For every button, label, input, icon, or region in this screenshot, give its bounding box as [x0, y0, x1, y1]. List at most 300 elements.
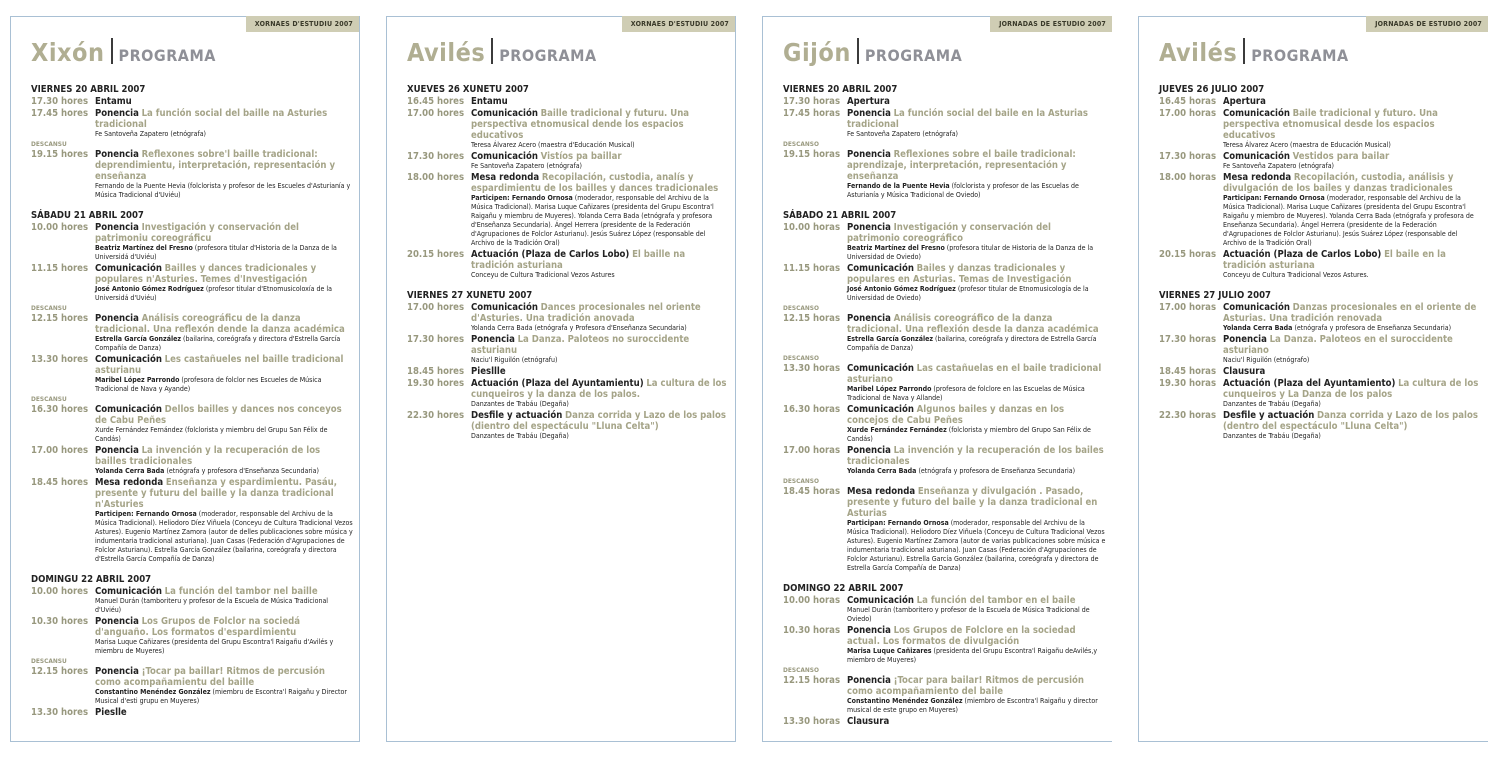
program-item	[31, 108, 353, 139]
break-label: DESCANSO	[783, 477, 819, 485]
program-item	[407, 366, 729, 377]
speaker-info: (profesora titular d'Historia de la Danza de la Universidá d'Uviéu)	[95, 244, 337, 261]
item-time: 17.00 hores	[407, 302, 465, 313]
item-type: Ponencia	[95, 616, 139, 627]
item-title: Enseñanza y espardimientu. Pasáu, presente y futuru del baille y la danza tradicional n'Asturies	[95, 477, 337, 510]
item-detail	[95, 376, 353, 394]
item-type: Apertura	[847, 96, 890, 107]
item-detail	[471, 271, 729, 280]
item-type: Apertura	[1223, 96, 1266, 107]
program-item	[783, 486, 1106, 573]
item-detail	[95, 285, 353, 303]
item-time: 17.45 hores	[31, 108, 89, 119]
item-detail	[1223, 400, 1482, 409]
program-item	[407, 302, 729, 333]
item-detail	[847, 647, 1106, 665]
item-title: ¡Tocar para bailar! Ritmos de percusión como acompañamiento del baile	[847, 675, 1084, 697]
speaker-name: José Antonio Gómez Rodríguez	[847, 285, 956, 293]
item-type: Comunicación	[1223, 108, 1290, 119]
item-title: Vistíos pa baillar	[540, 151, 622, 162]
speaker-info: (profesor titular d'Etnomusicoloxía de la Universidá d'Uviéu)	[95, 285, 332, 302]
item-type: Comunicación	[471, 151, 538, 162]
day-heading: SÁBADO 21 ABRIL 2007	[783, 210, 897, 221]
item-type: Mesa redonda	[471, 172, 540, 183]
item-detail	[847, 130, 1106, 139]
item-title: Recopilación, custodia, analís y espardimientu de los bailles y dances tradicionales	[471, 172, 719, 194]
day-heading: XUEVES 26 XUNETU 2007	[407, 84, 529, 95]
program-item	[783, 675, 1106, 715]
program-item	[407, 108, 729, 150]
speaker-info: Yolanda Cerra Bada (etnógrafa y Profesora d'Enseñanza Secundaria)	[471, 324, 687, 332]
item-time: 19.30 horas	[1159, 378, 1217, 389]
day-heading: SÁBADU 21 ABRIL 2007	[31, 210, 144, 221]
program-item	[1159, 151, 1482, 171]
item-detail	[1223, 432, 1482, 441]
item-time: 19.15 hores	[31, 149, 89, 160]
item-time: 18.45 hores	[31, 477, 89, 488]
break-label: DESCANSO	[783, 354, 819, 362]
panel-xixon	[10, 16, 360, 742]
break-label: DESCANSO	[783, 140, 819, 148]
item-type: Ponencia	[847, 313, 891, 324]
program-item	[783, 363, 1106, 403]
speaker-info: Fe Santoveña Zapatero (etnógrafa)	[95, 130, 207, 138]
item-detail	[847, 426, 1106, 444]
speaker-name: Beatriz Martínez del Fresno	[847, 244, 945, 252]
program-item	[31, 263, 353, 303]
break-label: DESCANSU	[31, 657, 67, 665]
item-time: 18.45 horas	[1159, 366, 1217, 377]
item-time: 16.45 hores	[407, 96, 465, 107]
item-detail	[471, 324, 729, 333]
program-item	[1159, 249, 1482, 280]
program-item	[407, 334, 729, 365]
item-type: Ponencia	[847, 222, 891, 233]
day-heading: DOMINGO 22 ABRIL 2007	[783, 583, 904, 594]
item-detail	[1223, 271, 1482, 280]
item-detail	[847, 519, 1106, 573]
item-type: Ponencia	[847, 675, 891, 686]
item-title: El baile en la tradición asturiana	[1223, 249, 1446, 271]
item-title: Bailles y dances tradicionales y populares n'Asturies. Temes d'Investigación	[95, 263, 317, 285]
speaker-name: Participen: Fernando Ornosa	[95, 510, 197, 518]
speaker-info: (profesora de folclor nes Escueles de Música Tradicional de Nava y Ayande)	[95, 376, 322, 393]
edition-tag: JORNADAS DE ESTUDIO 2007	[1366, 16, 1488, 32]
speaker-info: Teresa Álvarez Acero (maestra de Educación Musical)	[1223, 141, 1391, 149]
item-detail	[1223, 194, 1482, 248]
item-time: 17.45 horas	[783, 108, 841, 119]
speaker-name: Fernando de la Puente Hevia	[847, 182, 950, 190]
item-title: Algunos bailes y danzas en los concejos de Cabu Peñes	[847, 404, 1065, 426]
item-time: 11.15 hores	[31, 263, 89, 274]
item-detail	[95, 597, 353, 615]
program-item	[31, 586, 353, 615]
speaker-name: Maribel López Parrondo	[847, 385, 932, 393]
panel-aviles-ast	[386, 16, 736, 742]
program-item	[31, 666, 353, 706]
item-time: 10.00 hores	[31, 222, 89, 233]
program-item	[1159, 108, 1482, 150]
item-time: 17.00 hores	[31, 445, 89, 456]
speaker-name: Participan: Fernando Ornosa	[847, 519, 949, 527]
item-type: Clausura	[847, 716, 890, 727]
item-time: 10.00 horas	[783, 222, 841, 233]
city-title: Avilés	[1159, 38, 1238, 67]
item-title: Recopilación, custodia, análisis y divulgación de los bailes y danzas tradicionales	[1223, 172, 1454, 194]
program-item	[783, 716, 1106, 727]
program-item	[31, 354, 353, 394]
panel-aviles-es	[1138, 16, 1488, 742]
speaker-info: (etnógrafa y profesora de Enseñanza Secundaria)	[918, 467, 1076, 475]
item-title: La invención y la recuperación de los bailles tradicionales	[95, 445, 321, 467]
edition-tag: XORNAES D'ESTUDIU 2007	[622, 16, 735, 32]
item-time: 22.30 hores	[407, 410, 465, 421]
program-item	[783, 445, 1106, 476]
title-separator	[1243, 38, 1245, 64]
program-item	[1159, 378, 1482, 409]
item-title: Dellos bailles y dances nos conceyos de Cabu Peñes	[95, 404, 342, 426]
item-title: Danza corrida y Lazo de los palos (dentro del espectáculo "Lluna Celta")	[1223, 410, 1478, 432]
item-type: Comunicación	[95, 354, 162, 365]
item-detail	[847, 606, 1106, 624]
item-type: Pieslle	[95, 707, 127, 718]
item-type: Comunicación	[95, 404, 162, 415]
speaker-info: (etnógrafa y profesora d'Enseñanza Secundaria)	[166, 467, 319, 475]
program-item	[783, 108, 1106, 139]
item-time: 17.30 hores	[407, 151, 465, 162]
item-type: Ponencia	[95, 222, 139, 233]
speaker-info: Danzantes de Trabáu (Degaña)	[471, 432, 569, 440]
break-label: DESCANSU	[31, 304, 67, 312]
item-time: 17.30 hores	[407, 334, 465, 345]
item-type: Ponencia	[847, 108, 891, 119]
item-detail	[1223, 141, 1482, 150]
item-time: 17.30 horas	[783, 96, 841, 107]
item-detail	[95, 244, 353, 262]
item-title: Los Grupos de Folclore en la sociedad actual. Los formatos de divulgación	[847, 625, 1076, 647]
item-time: 10.30 hores	[31, 616, 89, 627]
day-heading: JUEVES 26 JULIO 2007	[1159, 84, 1265, 95]
program-item	[31, 404, 353, 444]
item-type: Actuación (Plaza del Ayuntamiento)	[1223, 378, 1396, 389]
speaker-info: Fe Santoveña Zapatero (etnógrafa)	[471, 162, 583, 170]
speaker-name: Xurde Fernández Fernández	[847, 426, 947, 434]
item-type: Comunicación	[95, 263, 162, 274]
item-title: La función del tambor en el baile	[916, 595, 1076, 606]
speaker-name: Yolanda Cerra Bada	[847, 467, 917, 475]
item-detail	[95, 467, 353, 476]
item-type: Comunicación	[847, 363, 914, 374]
item-time: 11.15 horas	[783, 263, 841, 274]
program-item	[407, 151, 729, 171]
item-title: Baille tradicional y futuru. Una perspectiva etnomusical dende los espacios educativos	[471, 108, 690, 141]
schedule	[407, 84, 729, 441]
item-type: Ponencia	[847, 625, 891, 636]
item-time: 17.30 horas	[1159, 151, 1217, 162]
break-label: DESCANSO	[783, 304, 819, 312]
item-type: Ponencia	[95, 108, 139, 119]
city-title: Xixón	[31, 38, 105, 67]
program-item	[407, 410, 729, 441]
item-detail	[471, 141, 729, 150]
item-detail	[95, 182, 353, 200]
program-item	[783, 96, 1106, 107]
panel-header	[1159, 38, 1349, 67]
item-type: Desfile y actuación	[471, 410, 563, 421]
program-label: PROGRAMA	[864, 46, 963, 65]
program-item	[31, 313, 353, 353]
speaker-name: Beatriz Martínez del Fresno	[95, 244, 193, 252]
program-item	[783, 149, 1106, 200]
program-item	[783, 625, 1106, 665]
item-time: 22.30 horas	[1159, 410, 1217, 421]
item-time: 18.45 horas	[783, 486, 841, 497]
speaker-info: (folclorista y miembro del Grupo San Félix de Candás)	[847, 426, 1091, 443]
program-item	[31, 222, 353, 262]
speaker-info: Manuel Durán (tamboritero y profesor de la Escuela de Música Tradicional de Oviedo)	[847, 606, 1090, 623]
item-type: Ponencia	[471, 334, 515, 345]
item-type: Actuación (Plaza de Carlos Lobo)	[471, 249, 630, 260]
item-type: Desfile y actuación	[1223, 410, 1315, 421]
item-title: Investigación y conservación del patrimonio coreográfico	[847, 222, 1051, 244]
item-title: Les castañueles nel baille tradicional asturianu	[95, 354, 344, 376]
item-title: Análisis coreográfico de la danza tradicional. Una reflexión desde la danza académica	[847, 313, 1099, 335]
item-detail	[95, 335, 353, 353]
item-title: Los Grupos de Folclor na sociedá d'anguaño. Los formatos d'espardimientu	[95, 616, 301, 638]
speaker-info: (folclorista y profesor de las Escuelas de Asturianía y Música Tradicional de Oviedo)	[847, 182, 1079, 199]
item-detail	[847, 467, 1106, 476]
item-type: Comunicación	[847, 263, 914, 274]
item-title: Enseñanza y divulgación . Pasado, presente y futuro del baile y la danza tradicional en Asturias	[847, 486, 1098, 519]
speaker-info: (moderador, responsable del Archivu de la Música Tradicional). Marisa Luque Cañizares (presidenta del Grupu Escontra'l Raigañu y miembru de Muyeres). Yolanda Cerra Bada (etnógrafa y profesora d'Enseñanza Secundaria). Ángel Herrera (presidente de la Federación d'Agrupaciones de Folclor Asturianu). Jesús Suárez López (responsable del Archivo de la Tradición Oral)	[471, 194, 714, 247]
speaker-name: Yolanda Cerra Bada	[1223, 324, 1293, 332]
day-heading: VIERNES 27 JULIO 2007	[1159, 290, 1271, 301]
speaker-name: Maribel López Parrondo	[95, 376, 180, 384]
speaker-info: Naciu'l Riguilón (etnógrafu)	[471, 356, 558, 364]
item-time: 16.45 horas	[1159, 96, 1217, 107]
item-title: Reflexiones sobre el baile tradicional: aprendizaje, interpretación, representación y enseñanza	[847, 149, 1076, 182]
program-label: PROGRAMA	[1251, 46, 1349, 65]
item-title: Reflexones sobre'l baille tradicional: deprendimientu, interpretación, representación y enseñanza	[95, 149, 336, 182]
speaker-name: Marisa Luque Cañizares	[847, 647, 932, 655]
program-item	[1159, 410, 1482, 441]
item-time: 17.00 horas	[1159, 302, 1217, 313]
speaker-name: Constantino Menéndez González	[847, 697, 963, 705]
item-type: Actuación (Plaza de Carlos Lobo)	[1223, 249, 1382, 260]
program-item	[31, 149, 353, 200]
program-item	[783, 595, 1106, 624]
item-time: 18.45 hores	[407, 366, 465, 377]
item-time: 13.30 horas	[783, 363, 841, 374]
item-detail	[847, 385, 1106, 403]
break-label: DESCANSU	[31, 140, 67, 148]
item-title: Análisis coreográficu de la danza tradicional. Una reflexón dende la danza académica	[95, 313, 345, 335]
title-separator	[491, 38, 493, 64]
item-detail	[847, 335, 1106, 353]
speaker-name: Participen: Fernando Ornosa	[471, 194, 573, 202]
program-item	[407, 96, 729, 107]
program-item	[783, 313, 1106, 353]
schedule	[1159, 84, 1482, 441]
speaker-name: Yolanda Cerra Bada	[95, 467, 165, 475]
item-time: 10.00 hores	[31, 586, 89, 597]
speaker-info: (profesora de folclore en las Escuelas de Música Tradicional de Nava y Allande)	[847, 385, 1085, 402]
speaker-info: Teresa Álvarez Acero (maestra d'Educación Musical)	[471, 141, 635, 149]
speaker-info: Conceyu de Cultura Tradicional Vezos Astures.	[1223, 271, 1369, 279]
item-type: Comunicación	[847, 595, 914, 606]
item-detail	[95, 688, 353, 706]
item-detail	[847, 697, 1106, 715]
edition-tag: XORNAES D'ESTUDIU 2007	[246, 16, 359, 32]
speaker-info: (moderador, responsable del Archivu de la Música Tradicional). Marisa Luque Cañizares (presidenta del Grupu Escontra'l Raigañu y miembro de Muyeres). Yolanda Cerra Bada (etnógrafa y profesora de Enseñanza Secundaria). Ángel Herrera (presidente de la Federación d'Agrupaciones de Folclor Asturianu). Jesús Suárez López (responsable del Archivo de la Tradición Oral)	[1223, 194, 1474, 247]
item-time: 13.30 hores	[31, 707, 89, 718]
speaker-name: Estrella García González	[847, 335, 934, 343]
speaker-info: Danzantes de Trabáu (Degaña)	[1223, 400, 1321, 408]
item-detail	[471, 432, 729, 441]
speaker-info: Marisa Luque Cañizares (presidenta del Grupu Escontra'l Raigañu d'Avilés y miembru de Muyeres)	[95, 638, 334, 655]
item-title: La función del tambor nel baille	[164, 586, 318, 597]
panel-header	[407, 38, 597, 67]
item-title: Dances procesionales nel oriente d'Asturies. Una tradición anovada	[471, 302, 701, 324]
item-detail	[1223, 162, 1482, 171]
speaker-info: Manuel Durán (tamboriteru y profesor de la Escuela de Música Tradicional d'Uviéu)	[95, 597, 329, 614]
panel-gijon	[762, 16, 1112, 742]
item-time: 16.30 hores	[31, 404, 89, 415]
item-type: Comunicación	[1223, 151, 1290, 162]
item-title: El baille na tradición asturiana	[471, 249, 686, 271]
item-type: Actuación (Plaza del Ayuntamientu)	[471, 378, 644, 389]
program-item	[31, 445, 353, 476]
speaker-name: José Antonio Gómez Rodríguez	[95, 285, 204, 293]
item-type: Entamu	[95, 96, 132, 107]
speaker-info: Danzantes de Trabáu (Degaña)	[1223, 432, 1321, 440]
panel-header	[783, 38, 962, 67]
item-type: Comunicación	[471, 302, 538, 313]
item-time: 17.30 hores	[31, 96, 89, 107]
item-title: Bailes y danzas tradicionales y populares en Asturias. Temas de Investigación	[847, 263, 1072, 285]
speaker-info: Xurde Fernández Fernández (folclorista y miembru del Grupu San Félix de Candás)	[95, 426, 328, 443]
program-item	[1159, 172, 1482, 248]
speaker-name: Constantino Menéndez González	[95, 688, 211, 696]
item-detail	[471, 162, 729, 171]
item-type: Mesa redonda	[1223, 172, 1292, 183]
break-label: DESCANSU	[31, 395, 67, 403]
item-type: Ponencia	[95, 666, 139, 677]
item-time: 17.30 horas	[1159, 334, 1217, 345]
item-detail	[95, 638, 353, 656]
item-time: 19.15 horas	[783, 149, 841, 160]
item-title: La invención y la recuperación de los bailes tradicionales	[847, 445, 1104, 467]
item-title: Investigación y conservación del patrimoniu coreográficu	[95, 222, 299, 244]
speaker-info: (profesora titular de Historia de la Danza de la Universidad de Oviedo)	[847, 244, 1094, 261]
item-type: Ponencia	[95, 149, 139, 160]
day-heading: VIERNES 27 XUNETU 2007	[407, 290, 533, 301]
schedule	[783, 84, 1106, 727]
edition-tag: JORNADAS DE ESTUDIO 2007	[990, 16, 1112, 32]
item-type: Comunicación	[847, 404, 914, 415]
item-title: Vestidos para bailar	[1292, 151, 1390, 162]
city-title: Gijón	[783, 38, 851, 67]
item-title: Las castañuelas en el baile tradicional asturiano	[847, 363, 1102, 385]
title-separator	[857, 38, 859, 64]
item-time: 10.30 horas	[783, 625, 841, 636]
speaker-name: Participan: Fernando Ornosa	[1223, 194, 1325, 202]
item-detail	[471, 356, 729, 365]
schedule	[31, 84, 353, 718]
speaker-info: Fe Santoveña Zapatero (etnógrafa)	[1223, 162, 1335, 170]
speaker-info: (etnógrafa y profesora de Enseñanza Secundaria)	[1294, 324, 1452, 332]
program-label: PROGRAMA	[118, 46, 216, 65]
item-type: Mesa redonda	[847, 486, 916, 497]
item-detail	[95, 130, 353, 139]
item-title: La función social del baille na Asturies tradicional	[95, 108, 328, 130]
item-time: 13.30 horas	[783, 716, 841, 727]
program-item	[1159, 366, 1482, 377]
item-type: Ponencia	[95, 313, 139, 324]
item-time: 17.00 horas	[1159, 108, 1217, 119]
item-type: Mesa redonda	[95, 477, 164, 488]
item-type: Ponencia	[95, 445, 139, 456]
program-item	[1159, 334, 1482, 365]
speaker-info: (profesor titular de Etnomusicología de la Universidad de Oviedo)	[847, 285, 1089, 302]
panel-header	[31, 38, 216, 67]
program-item	[407, 172, 729, 248]
program-item	[1159, 96, 1482, 107]
day-heading: VIERNES 20 ABRIL 2007	[31, 84, 146, 95]
speaker-info: (moderador, responsable del Archivu de la Música Tradicional). Heliodoro Díez Viñuela (Conceyu de Cultura Tradicional Vezos Astures). Eugenio Martínez Zamora (autor de varias publicaciones sobre música e indumentaria tradicional asturiana). Juan Casas (Federación d'Agrupaciones de Folclor Asturianu). Estrella García González (bailarina, coreógrafa y directora de Estrella García Compañía de Danza)	[847, 519, 1106, 572]
item-time: 20.15 horas	[1159, 249, 1217, 260]
item-time: 16.30 horas	[783, 404, 841, 415]
speaker-info: Fe Santoveña Zapatero (etnógrafa)	[847, 130, 959, 138]
item-time: 20.15 hores	[407, 249, 465, 260]
item-time: 12.15 hores	[31, 313, 89, 324]
program-item	[407, 249, 729, 280]
item-detail	[95, 510, 353, 564]
item-type: Ponencia	[847, 445, 891, 456]
item-type: Comunicación	[471, 108, 538, 119]
program-item	[31, 96, 353, 107]
item-title: ¡Tocar pa baillar! Ritmos de percusión como acompañamientu del baille	[95, 666, 325, 688]
item-detail	[847, 285, 1106, 303]
day-heading: VIERNES 20 ABRIL 2007	[783, 84, 898, 95]
program-item	[31, 707, 353, 718]
speaker-info: (miembru de Escontra'l Raigañu y Director Musical d'esti grupu en Muyeres)	[95, 688, 347, 705]
item-time: 12.15 horas	[783, 313, 841, 324]
item-title: La cultura de los cunqueiros y la danza de los palos.	[471, 378, 727, 400]
program-label: PROGRAMA	[499, 46, 597, 65]
item-type: Clausura	[1223, 366, 1266, 377]
speaker-info: Conceyu de Cultura Tradicional Vezos Astures	[471, 271, 615, 279]
speaker-info: (bailarina, coreógrafa y directora de Estrella García Compañía de Danza)	[847, 335, 1097, 352]
item-detail	[471, 194, 729, 248]
item-type: Ponencia	[1223, 334, 1267, 345]
item-detail	[847, 182, 1106, 200]
item-title: Danza corrida y Lazo de los palos (dientro del espectáculu "Lluna Celta")	[471, 410, 726, 432]
item-time: 10.00 horas	[783, 595, 841, 606]
item-detail	[1223, 356, 1482, 365]
speaker-info: Naciu'l Riguilón (etnógrafo)	[1223, 356, 1310, 364]
item-title: La función social del baile en la Asturias tradicional	[847, 108, 1088, 130]
item-type: Entamu	[471, 96, 508, 107]
item-title: La Danza. Paloteos no suroccidente asturianu	[471, 334, 690, 356]
item-time: 17.00 horas	[783, 445, 841, 456]
item-time: 13.30 hores	[31, 354, 89, 365]
speaker-info: Danzantes de Trabáu (Degaña)	[471, 400, 569, 408]
speaker-info: (bailarina, coreógrafa y directora d'Estrella García Compañía de Danza)	[95, 335, 341, 352]
program-item	[31, 477, 353, 564]
item-time: 18.00 horas	[1159, 172, 1217, 183]
speaker-name: Estrella García González	[95, 335, 182, 343]
